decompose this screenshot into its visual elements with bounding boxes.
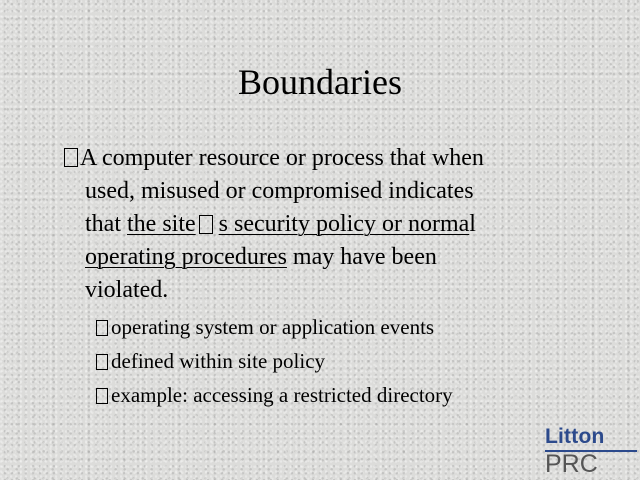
main-bullet-text-3b: l — [469, 211, 476, 237]
apostrophe-box-icon — [199, 215, 213, 234]
sub-bullet-box-icon — [96, 388, 108, 404]
underlined-phrase-1 — [127, 211, 469, 237]
litton-prc-logo — [545, 424, 637, 478]
main-bullet — [64, 142, 584, 307]
sub-bullet-box-icon — [96, 354, 108, 370]
main-bullet-text-3a: that — [85, 211, 127, 237]
main-bullet-text-1: A computer resource or process that when — [80, 145, 484, 171]
sub-bullet-item — [96, 378, 596, 412]
sub-bullet-list — [96, 310, 596, 412]
underlined-text-a: the site — [127, 211, 196, 237]
main-bullet-text-4: may have been — [286, 244, 437, 270]
slide-title: Boundaries — [238, 62, 402, 102]
sub-bullet-item — [96, 344, 596, 378]
main-bullet-line-3 — [64, 208, 584, 241]
main-bullet-line-4 — [64, 241, 584, 274]
bullet-box-icon — [64, 148, 78, 167]
main-bullet-line-2: used, misused or compromised indicates — [85, 178, 474, 204]
sub-bullet-text: defined within site policy — [111, 349, 326, 373]
sub-bullet-box-icon — [96, 320, 108, 336]
main-bullet-line-1 — [64, 142, 584, 175]
logo-bottom-text: PRC — [545, 450, 598, 478]
main-bullet-line-5: violated. — [85, 277, 169, 303]
underlined-phrase-2: operating procedures — [85, 244, 287, 270]
underlined-text-b: s security policy or norma — [218, 211, 470, 237]
sub-bullet-text: example: accessing a restricted directory — [111, 383, 453, 407]
logo-top-text: Litton — [545, 425, 605, 448]
sub-bullet-text: operating system or application events — [111, 315, 435, 339]
sub-bullet-item — [96, 310, 596, 344]
